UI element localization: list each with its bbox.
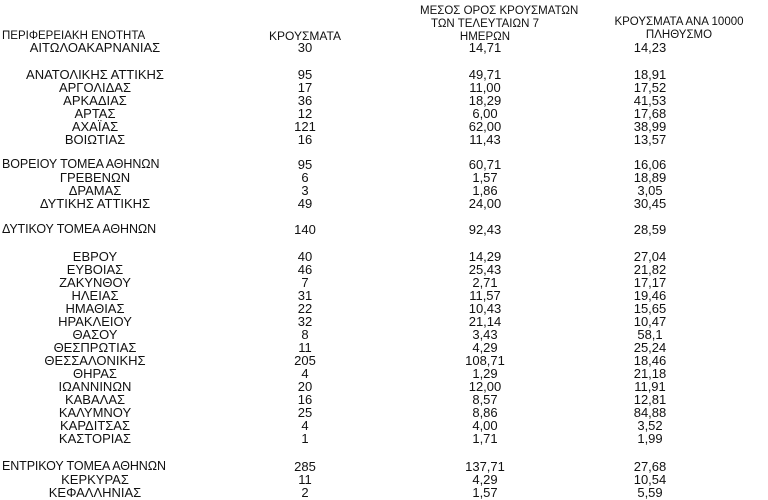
region-cell: ΗΜΑΘΙΑΣ <box>65 301 125 316</box>
avg7-cell: 4,00 <box>472 418 498 433</box>
avg7-cell: 4,29 <box>472 340 498 355</box>
region-cell: ΖΑΚΥΝΘΟΥ <box>59 275 131 290</box>
per10k-cell: 13,57 <box>633 132 667 147</box>
table-row <box>0 486 768 499</box>
avg7-cell: 92,43 <box>468 222 502 237</box>
per10k-cell: 21,18 <box>633 366 667 381</box>
region-cell: ΔΥΤΙΚΟΥ ΤΟΜΕΑ ΑΘΗΝΩΝ <box>2 222 157 236</box>
cases-cell: 16 <box>297 392 313 407</box>
cases-cell: 4 <box>301 366 309 381</box>
cases-cell: 20 <box>297 379 313 394</box>
per10k-cell: 18,89 <box>633 170 667 185</box>
cases-cell: 8 <box>301 327 309 342</box>
per10k-cell: 27,04 <box>633 249 667 264</box>
cases-cell: 49 <box>297 196 313 211</box>
region-cell: ΒΟΙΩΤΙΑΣ <box>64 132 126 147</box>
region-cell: ΗΛΕΙΑΣ <box>71 288 119 303</box>
region-cell: ΕΝΤΡΙΚΟΥ ΤΟΜΕΑ ΑΘΗΝΩΝ <box>2 459 166 473</box>
per10k-cell: 25,24 <box>633 340 667 355</box>
per10k-cell: 11,91 <box>634 379 666 394</box>
avg7-cell: 11,43 <box>469 132 501 147</box>
cases-cell: 17 <box>297 80 313 95</box>
avg7-cell: 25,43 <box>468 262 502 277</box>
table-row <box>0 197 768 210</box>
region-cell: ΚΑΛΥΜΝΟΥ <box>58 405 132 420</box>
avg7-cell: 62,00 <box>468 119 502 134</box>
per10k-cell: 10,54 <box>633 472 667 487</box>
per10k-cell: 14,23 <box>633 40 667 55</box>
header-region: ΠΕΡΙΦΕΡΕΙΑΚΗ ΕΝΟΤΗΤΑ <box>2 30 146 42</box>
region-cell: ΔΥΤΙΚΗΣ ΑΤΤΙΚΗΣ <box>39 196 151 211</box>
per10k-cell: 18,91 <box>633 67 667 82</box>
avg7-cell: 1,57 <box>472 485 498 500</box>
region-cell: ΔΡΑΜΑΣ <box>68 183 122 198</box>
avg7-cell: 2,71 <box>472 275 498 290</box>
cases-cell: 6 <box>301 170 309 185</box>
per10k-cell: 27,68 <box>633 459 667 474</box>
region-cell: ΘΕΣΠΡΩΤΙΑΣ <box>53 340 137 355</box>
cases-cell: 140 <box>294 222 316 237</box>
per10k-cell: 12,81 <box>633 392 667 407</box>
per10k-cell: 30,45 <box>633 196 667 211</box>
avg7-cell: 11,57 <box>469 288 501 303</box>
per10k-cell: 38,99 <box>633 119 667 134</box>
header-avg7 <box>420 5 579 44</box>
region-cell: ΘΗΡΑΣ <box>73 366 117 381</box>
cases-cell: 22 <box>297 301 313 316</box>
avg7-cell: 1,57 <box>472 170 498 185</box>
avg7-cell: 137,71 <box>465 459 505 474</box>
region-cell: ΑΧΑΪΑΣ <box>71 119 119 134</box>
cases-cell: 25 <box>297 405 313 420</box>
cases-cell: 40 <box>297 249 313 264</box>
table-row <box>0 432 768 445</box>
cases-cell: 205 <box>294 353 316 368</box>
per10k-cell: 58,1 <box>637 327 663 342</box>
region-cell: ΑΡΤΑΣ <box>74 106 116 121</box>
table-row <box>0 133 768 146</box>
avg7-cell: 49,71 <box>468 67 502 82</box>
cases-cell: 12 <box>297 106 313 121</box>
region-cell: ΓΡΕΒΕΝΩΝ <box>59 170 131 185</box>
avg7-cell: 14,71 <box>468 40 502 55</box>
cases-cell: 30 <box>297 40 313 55</box>
per10k-cell: 17,52 <box>633 80 667 95</box>
avg7-cell: 4,29 <box>472 472 498 487</box>
avg7-cell: 108,71 <box>465 353 505 368</box>
cases-cell: 95 <box>297 67 313 82</box>
table-row <box>0 41 768 54</box>
cases-cell: 3 <box>301 183 309 198</box>
per10k-cell: 5,59 <box>637 485 663 500</box>
per10k-cell: 18,46 <box>633 353 667 368</box>
avg7-cell: 10,43 <box>468 301 502 316</box>
header-avg7-line2: ΤΩΝ ΤΕΛΕΥΤΑΙΩΝ 7 <box>431 18 539 30</box>
header-per10k-line2: ΠΛΗΘΥΣΜΟ <box>645 29 713 41</box>
per10k-cell: 3,05 <box>637 183 663 198</box>
region-cell: ΙΩΑΝΝΙΝΩΝ <box>58 379 132 394</box>
region-cell: ΚΑΒΑΛΑΣ <box>64 392 126 407</box>
region-cell: ΚΕΡΚΥΡΑΣ <box>61 472 129 487</box>
cases-cell: 1 <box>301 431 309 446</box>
avg7-cell: 24,00 <box>468 196 502 211</box>
avg7-cell: 18,29 <box>468 93 502 108</box>
region-cell: ΑΡΚΑΔΙΑΣ <box>63 93 127 108</box>
header-avg7-line3: ΗΜΕΡΩΝ <box>459 31 511 43</box>
per10k-cell: 17,68 <box>633 106 667 121</box>
per10k-cell: 16,06 <box>633 157 667 172</box>
cases-cell: 4 <box>301 418 309 433</box>
per10k-cell: 15,65 <box>633 301 667 316</box>
avg7-cell: 8,86 <box>472 405 498 420</box>
per10k-cell: 28,59 <box>633 222 667 237</box>
region-cell: ΚΑΡΔΙΤΣΑΣ <box>59 418 131 433</box>
avg7-cell: 11,00 <box>469 80 501 95</box>
per10k-cell: 19,46 <box>633 288 667 303</box>
cases-cell: 285 <box>294 459 316 474</box>
avg7-cell: 3,43 <box>472 327 498 342</box>
cases-cell: 31 <box>297 288 313 303</box>
per10k-cell: 3,52 <box>637 418 663 433</box>
avg7-cell: 1,86 <box>472 183 498 198</box>
avg7-cell: 60,71 <box>468 157 502 172</box>
avg7-cell: 1,29 <box>472 366 498 381</box>
avg7-cell: 8,57 <box>472 392 498 407</box>
region-cell: ΑΡΓΟΛΙΔΑΣ <box>58 80 132 95</box>
cases-cell: 121 <box>294 119 316 134</box>
region-cell: ΕΥΒΟΙΑΣ <box>66 262 124 277</box>
region-cell: ΚΕΦΑΛΛΗΝΙΑΣ <box>48 485 142 500</box>
per10k-cell: 41,53 <box>633 93 667 108</box>
avg7-cell: 12,00 <box>468 379 502 394</box>
cases-cell: 16 <box>297 132 313 147</box>
region-cell: ΗΡΑΚΛΕΙΟΥ <box>58 314 132 329</box>
per10k-cell: 17,17 <box>633 275 667 290</box>
per10k-cell: 21,82 <box>633 262 667 277</box>
cases-cell: 7 <box>301 275 309 290</box>
region-cell: ΒΟΡΕΙΟΥ ΤΟΜΕΑ ΑΘΗΝΩΝ <box>2 157 160 171</box>
header-avg7-line1: ΜΕΣΟΣ ΟΡΟΣ ΚΡΟΥΣΜΑΤΩΝ <box>420 5 579 17</box>
region-cell: ΚΑΣΤΟΡΙΑΣ <box>58 431 132 446</box>
avg7-cell: 1,71 <box>472 431 498 446</box>
region-cell: ΕΒΡΟΥ <box>72 249 118 264</box>
cases-cell: 32 <box>297 314 313 329</box>
region-cell: ΘΕΣΣΑΛΟΝΙΚΗΣ <box>44 353 146 368</box>
cases-cell: 11 <box>298 472 312 487</box>
avg7-cell: 14,29 <box>468 249 502 264</box>
avg7-cell: 6,00 <box>472 106 498 121</box>
header-per10k-line1: ΚΡΟΥΣΜΑΤΑ ΑΝΑ 10000 <box>614 16 744 28</box>
per10k-cell: 1,99 <box>637 431 663 446</box>
cases-cell: 46 <box>297 262 313 277</box>
cases-cell: 95 <box>297 157 313 172</box>
cases-cell: 11 <box>298 340 312 355</box>
cases-cell: 36 <box>297 93 313 108</box>
region-cell: ΑΙΤΩΛΟΑΚΑΡΝΑΝΙΑΣ <box>29 40 161 55</box>
table-row <box>0 223 768 236</box>
header-per10k <box>590 16 768 42</box>
avg7-cell: 21,14 <box>468 314 502 329</box>
per10k-cell: 10,47 <box>633 314 667 329</box>
region-cell: ΘΑΣΟΥ <box>72 327 118 342</box>
cases-cell: 2 <box>301 485 309 500</box>
header-cases: ΚΡΟΥΣΜΑΤΑ <box>269 29 341 43</box>
region-cell: ΑΝΑΤΟΛΙΚΗΣ ΑΤΤΙΚΗΣ <box>26 67 164 82</box>
per10k-cell: 84,88 <box>633 405 667 420</box>
